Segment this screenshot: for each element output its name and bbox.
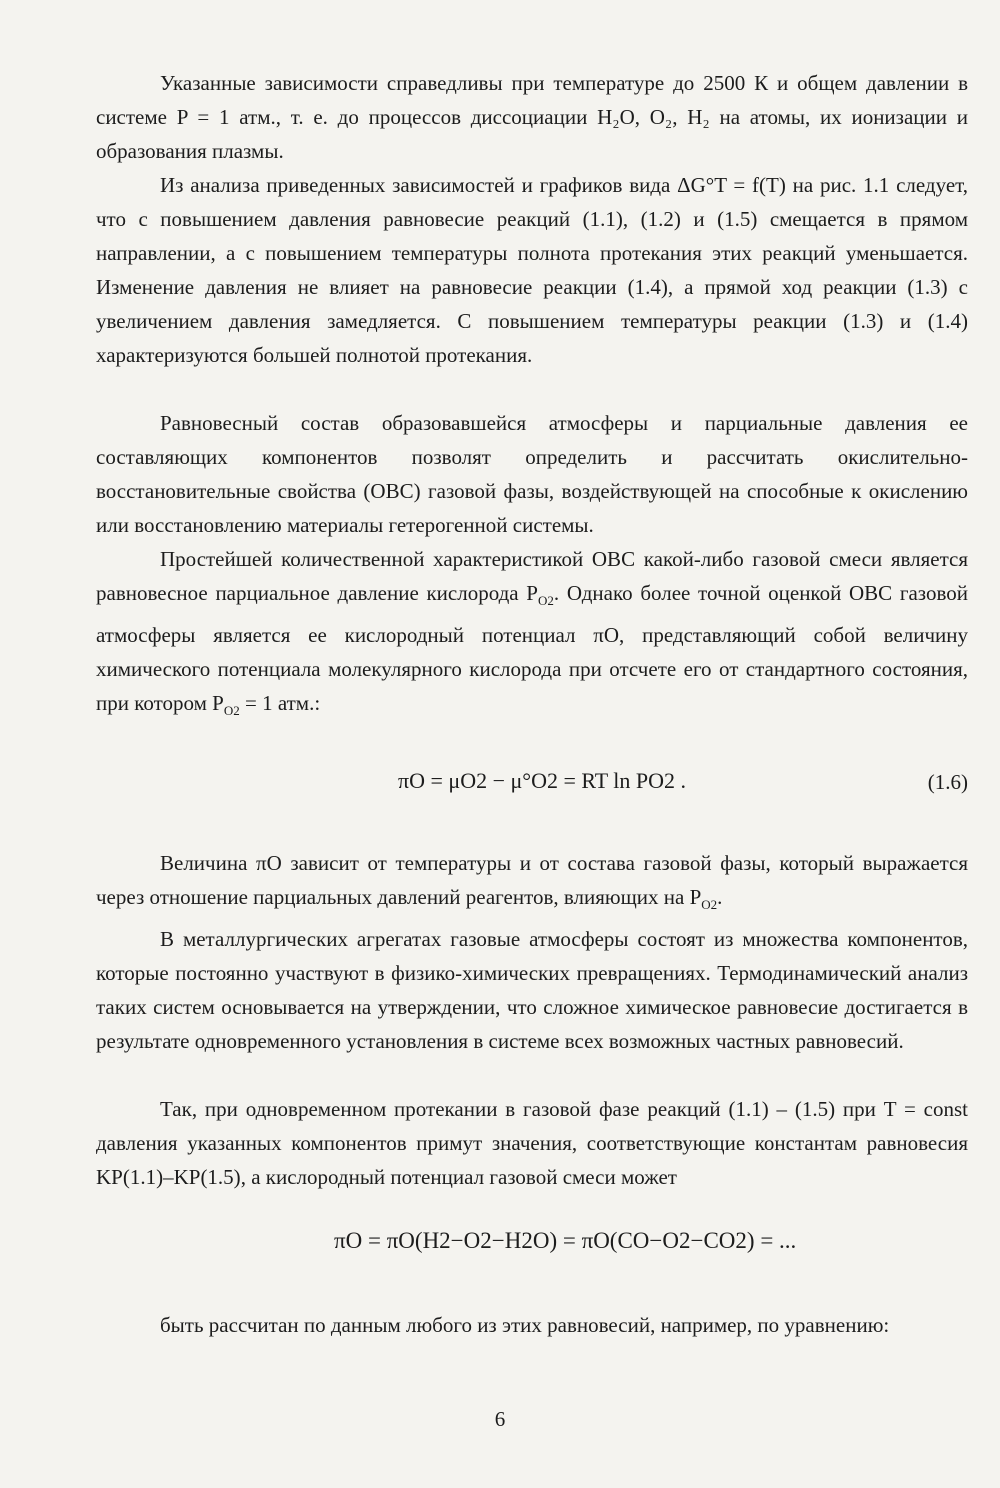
paragraph-5-tail: . [717, 885, 723, 909]
o2-subscript: O2 [538, 593, 554, 609]
paragraph-1: Указанные зависимости справедливы при температуре до 2500 К и общем давлении в системе P = 1 атм., т. е. до процессов диссоциации H₂O, O₂, H₂ на атомы, их ионизации и образования плазмы. [96, 71, 968, 163]
equation-number: (1.6) [927, 770, 968, 794]
paragraph-8: быть рассчитан по данным любого из этих равновесий, например, по уравнению: [160, 1313, 890, 1337]
equilibrium-constant-last: KP(1.5) [173, 1165, 241, 1189]
paragraph-6: В металлургических агрегатах газовые атмосферы состоят из множества компонентов, которые постоянно участвуют в физико-химических превращениях. Термодинамический анализ таких систем основывается на утверждении, что сложное химическое равновесие достигается в результате одновременного установления в системе всех возможных частных равновесий. [96, 927, 968, 1053]
paragraph-5 [96, 846, 968, 922]
paragraph-4 [96, 542, 968, 728]
paragraph-7 [96, 1092, 968, 1194]
paragraph-5-text: Величина πO зависит от температуры и от состава газовой фазы, который выражается через отношение парциальных давлений реагентов, влияющих на P [96, 851, 968, 909]
paragraph-4-tail: = 1 атм.: [239, 691, 321, 716]
paragraph-4-text: Простейшей количественной характеристикой ОВС какой-либо газовой смеси является равновесное парциальное давление кислорода P [96, 547, 968, 605]
paragraph-4-middle: . Однако более точной оценкой ОВС газовой атмосферы является ее кислородный потенциал πO, представляющий собой величину химического потенциала молекулярного кислорода при отсчете его от стандартного состояния, при котором P [96, 581, 968, 716]
paragraph-7-tail: , а кислородный потенциал газовой смеси может [240, 1165, 677, 1189]
equilibrium-constant-first: KP(1.1) [96, 1165, 164, 1189]
paragraph-3: Равновесный состав образовавшейся атмосферы и парциальные давления ее составляющих компонентов позволят определить и рассчитать окислительно-восстановительные свойства (ОВС) газовой фазы, воздействующей на способные к окислению или восстановлению материалы гетерогенной системы. [96, 411, 968, 537]
equation-oxygen-potential: πO = πO(H2−O2−H2O) = πO(CO−O2−CO2) = ... [334, 1228, 797, 1253]
equation-1-6: πO = μO2 − μ°O2 = RT ln PO2 . [398, 768, 687, 793]
page-number: 6 [494, 1407, 506, 1431]
paragraph-2: Из анализа приведенных зависимостей и графиков вида ΔG°T = f(T) на рис. 1.1 следует, что с повышением давления равновесие реакций (1.1), (1.2) и (1.5) смещается в прямом направлении, а с повышением температуры полнота протекания этих реакций уменьшается. Изменение давления не влияет на равновесие реакции (1.4), а прямой ход реакции (1.3) с увеличением давления замедляется. С повышением температуры реакции (1.3) и (1.4) характеризуются большей полнотой протекания. [96, 173, 968, 367]
paragraph-7-text: Так, при одновременном протекании в газовой фазе реакций (1.1) – (1.5) при T = const давления указанных компонентов примут значения, соответствующие константам равновесия [96, 1097, 968, 1155]
o2-subscript: O2 [223, 703, 240, 719]
dash: – [163, 1165, 174, 1189]
o2-subscript: O2 [701, 897, 718, 913]
